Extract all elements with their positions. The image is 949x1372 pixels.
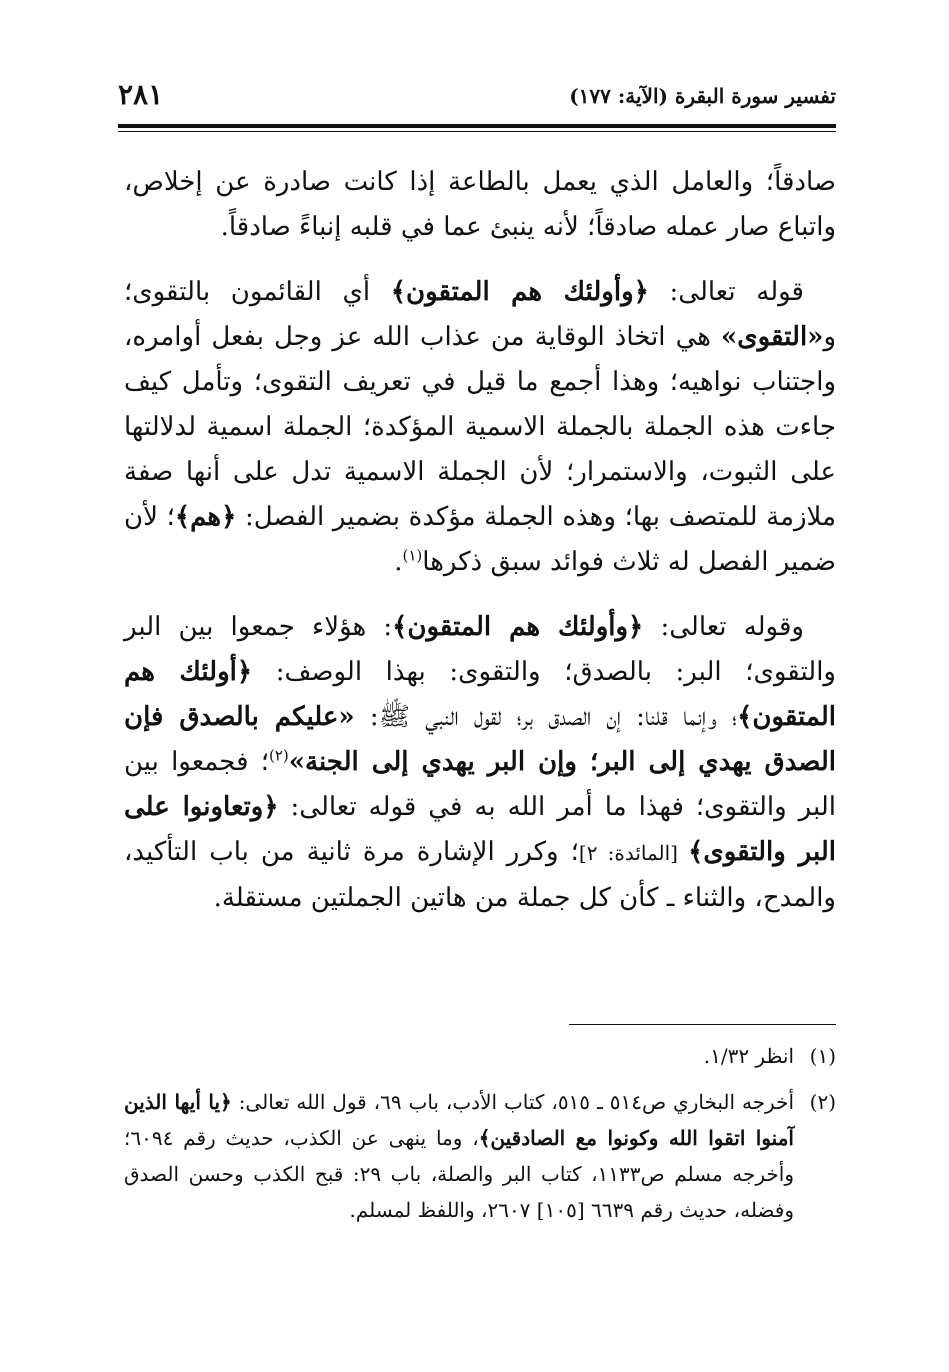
paragraph: [124, 160, 836, 250]
header-rule-thick: [118, 124, 836, 128]
quran-verse: ﴿وأولئك هم المتقون﴾: [390, 277, 649, 307]
bold-term: «التقوى»: [721, 322, 824, 352]
footnote-separator: [569, 1024, 836, 1025]
text-run: ، وما ينهى عن الكذب، حديث رقم ٦٠٩٤؛ وأخرجه مسلم ص١١٣٣، كتاب البر والصلة، باب ٢٩: قبح الكذب وحسن الصدق وفضله، حديث رقم ٦٦٣٩ [١٠٥] ٢٦٠٧، واللفظ لمسلم.: [124, 1126, 794, 1222]
quran-verse: ﴿يا أيها الذين آمنوا اتقوا الله وكونوا مع الصادقين﴾: [124, 1090, 794, 1150]
paragraph: [124, 270, 836, 585]
footnote-number: (٢): [809, 1090, 836, 1114]
text-run: ؛ وكرر الإشارة مرة ثانية من باب التأكيد، والمدح، والثناء ـ كأن كل جملة من هاتين الجملتين مستقلة.: [124, 837, 836, 913]
verse-reference: [المائدة: ٢]: [578, 841, 689, 865]
header-rule-thin: [118, 131, 836, 132]
main-text: [124, 160, 836, 941]
footnote: [124, 1038, 836, 1074]
footnote-marker: (١): [402, 546, 423, 565]
text-run: ؛ فجمعوا بين البر والتقوى؛ فهذا ما أمر الله به في قوله تعالى:: [124, 747, 836, 822]
paragraph: [124, 605, 836, 921]
quran-verse: ﴿وتعاونوا على البر والتقوى﴾: [124, 792, 837, 867]
text-run: أي القائمون بالتقوى؛ و: [124, 277, 836, 352]
text-run: .: [394, 547, 403, 577]
text-run: قوله تعالى:: [648, 277, 804, 307]
text-run: ؛ لأن ضمير الفصل له ثلاث فوائد سبق ذكرها: [124, 502, 836, 577]
quran-verse: ﴿هم﴾: [174, 502, 237, 532]
text-run: انظر ١/٣٢.: [703, 1044, 794, 1068]
hadith-quote: «عليكم بالصدق فإن الصدق يهدي إلى البر؛ وإن البر يهدي إلى الجنة»: [124, 702, 837, 777]
text-run: صادقاً؛ والعامل الذي يعمل بالطاعة إذا كانت صادرة عن إخلاص، واتباع صار عمله صادقاً؛ لأنه ينبئ عما في قلبه إنباءً صادقاً.: [124, 167, 836, 242]
text-run: هي اتخاذ الوقاية من عذاب الله عز وجل بفعل أوامره، واجتناب نواهيه؛ وهذا أجمع ما قيل في تعريف التقوى؛ وتأمل كيف جاءت هذه الجملة بالجملة الاسمية المؤكدة؛ الجملة اسمية لدلالتها على الثبوت، والاستمرار؛ لأن الجملة الاسمية تدل على أنها صفة ملازمة للمتصف بها؛ وهذه الجملة مؤكدة بضمير الفصل:: [124, 322, 837, 532]
footnotes: [124, 1038, 836, 1238]
footnote-marker: (٢): [268, 746, 289, 765]
footnote: [124, 1084, 836, 1228]
quran-verse: ﴿وأولئك هم المتقون﴾: [392, 612, 644, 642]
text-run: : هؤلاء جمعوا بين البر والتقوى؛ البر: بالصدق؛ والتقوى: بهذا الوصف:: [124, 612, 836, 687]
page-number: ٢٨١: [118, 78, 164, 111]
text-run: وقوله تعالى:: [643, 612, 804, 642]
text-run: أخرجه البخاري ص٥١٤ ـ ٥١٥، كتاب الأدب، باب ٦٩، قول الله تعالى:: [231, 1090, 795, 1114]
quran-verse: ﴿أولئك هم المتقون﴾: [124, 657, 837, 732]
running-title: تفسير سورة البقرة (الآية: ١٧٧): [569, 84, 836, 108]
footnote-number: (١): [809, 1044, 836, 1068]
page-header: [118, 78, 836, 118]
text-run: ؛ وإنما قلنا: إن الصدق بر؛ لقول النبي ﷺ:: [354, 702, 738, 732]
